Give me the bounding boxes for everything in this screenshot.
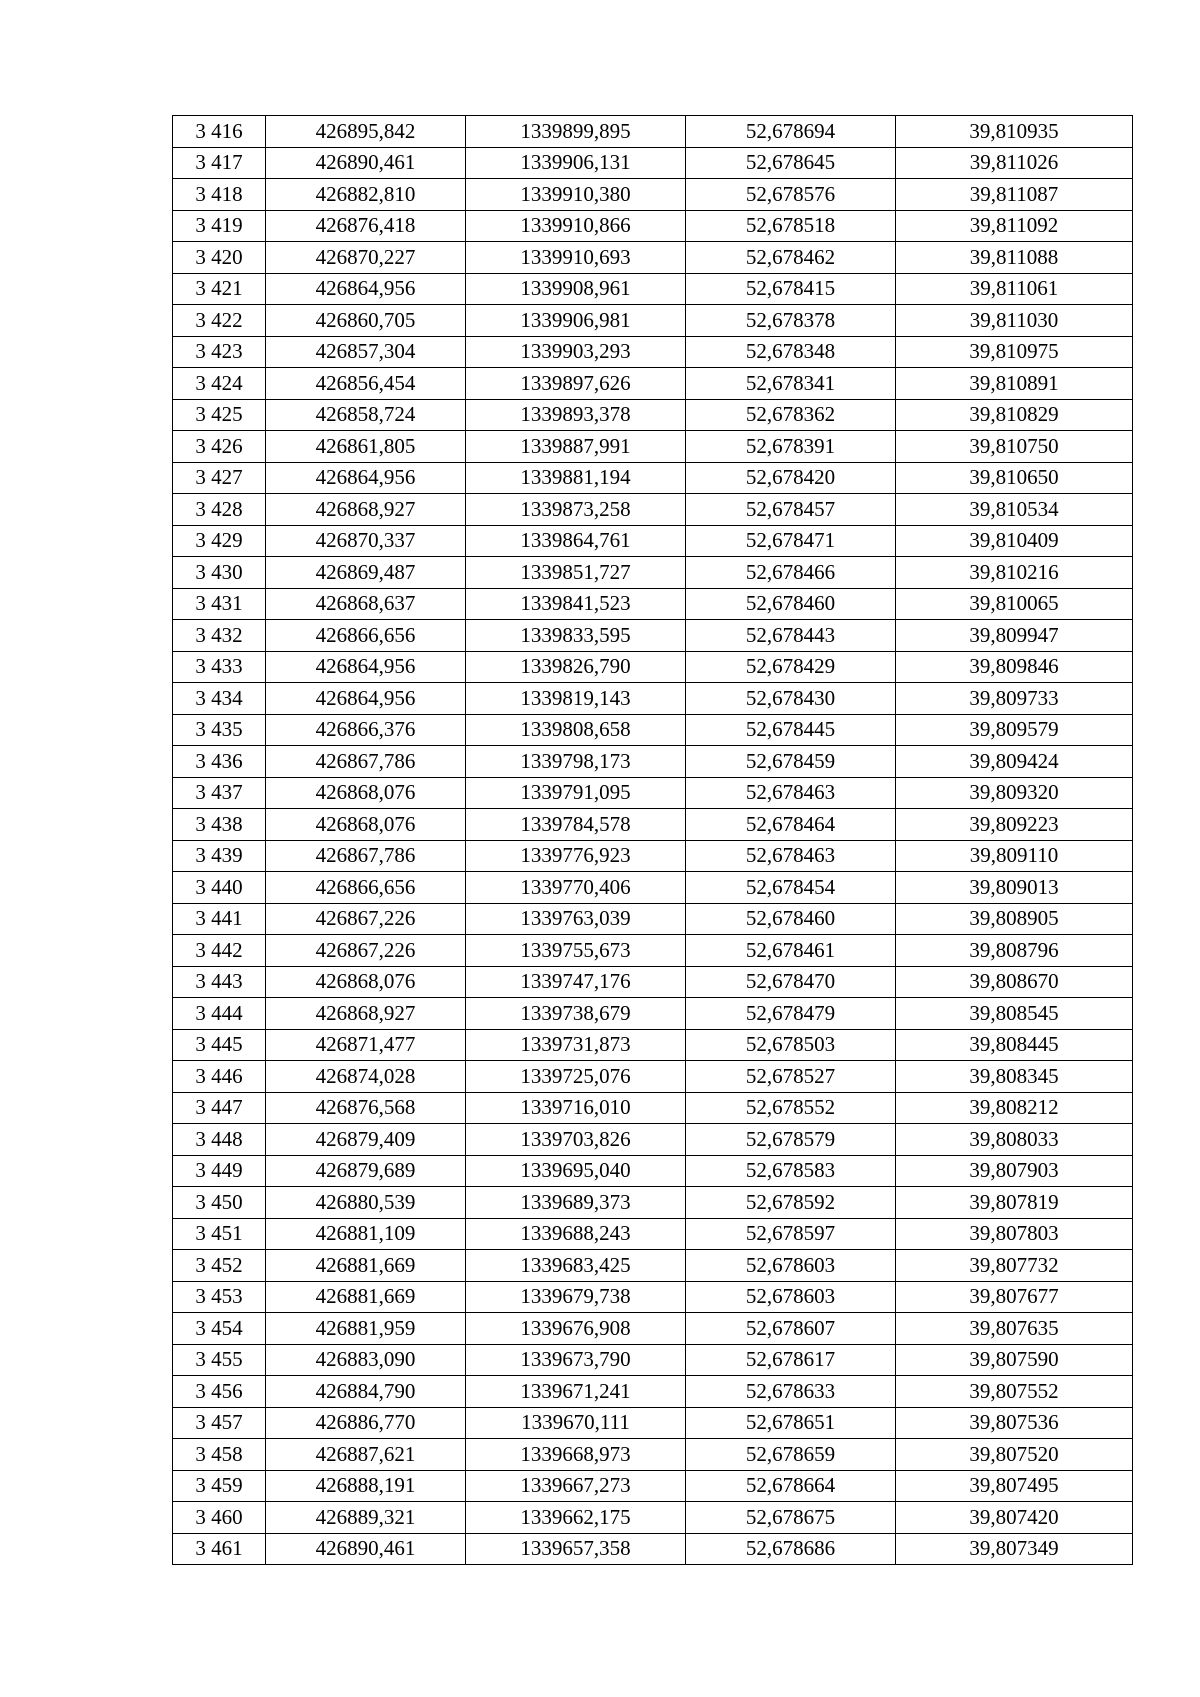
y-coordinate-cell: 1339910,693 (466, 242, 686, 274)
y-coordinate-cell: 1339679,738 (466, 1281, 686, 1313)
longitude-cell: 39,810216 (896, 557, 1133, 589)
table-row (173, 1218, 1133, 1250)
table-row (173, 998, 1133, 1030)
table-row (173, 399, 1133, 431)
y-coordinate-cell: 1339784,578 (466, 809, 686, 841)
point-number-cell: 3 457 (173, 1407, 266, 1439)
point-number-cell: 3 430 (173, 557, 266, 589)
x-coordinate-cell: 426868,076 (266, 966, 466, 998)
x-coordinate-cell: 426889,321 (266, 1502, 466, 1534)
table-row (173, 935, 1133, 967)
y-coordinate-cell: 1339716,010 (466, 1092, 686, 1124)
y-coordinate-cell: 1339676,908 (466, 1313, 686, 1345)
table-row (173, 1124, 1133, 1156)
y-coordinate-cell: 1339903,293 (466, 336, 686, 368)
x-coordinate-cell: 426858,724 (266, 399, 466, 431)
x-coordinate-cell: 426871,477 (266, 1029, 466, 1061)
y-coordinate-cell: 1339671,241 (466, 1376, 686, 1408)
point-number-cell: 3 432 (173, 620, 266, 652)
longitude-cell: 39,809223 (896, 809, 1133, 841)
latitude-cell: 52,678686 (686, 1533, 896, 1565)
latitude-cell: 52,678341 (686, 368, 896, 400)
y-coordinate-cell: 1339808,658 (466, 714, 686, 746)
latitude-cell: 52,678694 (686, 116, 896, 148)
latitude-cell: 52,678518 (686, 210, 896, 242)
point-number-cell: 3 454 (173, 1313, 266, 1345)
point-number-cell: 3 431 (173, 588, 266, 620)
x-coordinate-cell: 426867,226 (266, 935, 466, 967)
point-number-cell: 3 441 (173, 903, 266, 935)
latitude-cell: 52,678415 (686, 273, 896, 305)
y-coordinate-cell: 1339910,380 (466, 179, 686, 211)
table-row (173, 1187, 1133, 1219)
y-coordinate-cell: 1339670,111 (466, 1407, 686, 1439)
longitude-cell: 39,807803 (896, 1218, 1133, 1250)
table-row (173, 242, 1133, 274)
longitude-cell: 39,810935 (896, 116, 1133, 148)
longitude-cell: 39,808905 (896, 903, 1133, 935)
point-number-cell: 3 453 (173, 1281, 266, 1313)
point-number-cell: 3 433 (173, 651, 266, 683)
point-number-cell: 3 443 (173, 966, 266, 998)
longitude-cell: 39,809947 (896, 620, 1133, 652)
longitude-cell: 39,807677 (896, 1281, 1133, 1313)
y-coordinate-cell: 1339657,358 (466, 1533, 686, 1565)
point-number-cell: 3 452 (173, 1250, 266, 1282)
latitude-cell: 52,678464 (686, 809, 896, 841)
x-coordinate-cell: 426866,656 (266, 872, 466, 904)
longitude-cell: 39,808345 (896, 1061, 1133, 1093)
latitude-cell: 52,678454 (686, 872, 896, 904)
y-coordinate-cell: 1339887,991 (466, 431, 686, 463)
longitude-cell: 39,807903 (896, 1155, 1133, 1187)
point-number-cell: 3 421 (173, 273, 266, 305)
latitude-cell: 52,678460 (686, 588, 896, 620)
x-coordinate-cell: 426883,090 (266, 1344, 466, 1376)
y-coordinate-cell: 1339908,961 (466, 273, 686, 305)
table-row (173, 746, 1133, 778)
latitude-cell: 52,678457 (686, 494, 896, 526)
longitude-cell: 39,808212 (896, 1092, 1133, 1124)
y-coordinate-cell: 1339826,790 (466, 651, 686, 683)
point-number-cell: 3 455 (173, 1344, 266, 1376)
longitude-cell: 39,810065 (896, 588, 1133, 620)
y-coordinate-cell: 1339683,425 (466, 1250, 686, 1282)
point-number-cell: 3 424 (173, 368, 266, 400)
latitude-cell: 52,678470 (686, 966, 896, 998)
table-row (173, 1155, 1133, 1187)
y-coordinate-cell: 1339833,595 (466, 620, 686, 652)
point-number-cell: 3 420 (173, 242, 266, 274)
x-coordinate-cell: 426868,927 (266, 494, 466, 526)
x-coordinate-cell: 426864,956 (266, 273, 466, 305)
point-number-cell: 3 417 (173, 147, 266, 179)
x-coordinate-cell: 426886,770 (266, 1407, 466, 1439)
x-coordinate-cell: 426864,956 (266, 651, 466, 683)
table-row (173, 683, 1133, 715)
longitude-cell: 39,811030 (896, 305, 1133, 337)
latitude-cell: 52,678664 (686, 1470, 896, 1502)
latitude-cell: 52,678461 (686, 935, 896, 967)
latitude-cell: 52,678503 (686, 1029, 896, 1061)
point-number-cell: 3 448 (173, 1124, 266, 1156)
x-coordinate-cell: 426890,461 (266, 147, 466, 179)
x-coordinate-cell: 426864,956 (266, 462, 466, 494)
latitude-cell: 52,678527 (686, 1061, 896, 1093)
y-coordinate-cell: 1339819,143 (466, 683, 686, 715)
x-coordinate-cell: 426881,109 (266, 1218, 466, 1250)
x-coordinate-cell: 426870,337 (266, 525, 466, 557)
table-row (173, 1470, 1133, 1502)
point-number-cell: 3 418 (173, 179, 266, 211)
x-coordinate-cell: 426881,669 (266, 1250, 466, 1282)
latitude-cell: 52,678471 (686, 525, 896, 557)
table-row (173, 809, 1133, 841)
x-coordinate-cell: 426870,227 (266, 242, 466, 274)
latitude-cell: 52,678579 (686, 1124, 896, 1156)
latitude-cell: 52,678583 (686, 1155, 896, 1187)
y-coordinate-cell: 1339893,378 (466, 399, 686, 431)
longitude-cell: 39,808796 (896, 935, 1133, 967)
table-row (173, 431, 1133, 463)
latitude-cell: 52,678378 (686, 305, 896, 337)
y-coordinate-cell: 1339725,076 (466, 1061, 686, 1093)
x-coordinate-cell: 426874,028 (266, 1061, 466, 1093)
table-row (173, 872, 1133, 904)
y-coordinate-cell: 1339770,406 (466, 872, 686, 904)
x-coordinate-cell: 426868,927 (266, 998, 466, 1030)
y-coordinate-cell: 1339668,973 (466, 1439, 686, 1471)
y-coordinate-cell: 1339688,243 (466, 1218, 686, 1250)
x-coordinate-cell: 426888,191 (266, 1470, 466, 1502)
longitude-cell: 39,807590 (896, 1344, 1133, 1376)
y-coordinate-cell: 1339689,373 (466, 1187, 686, 1219)
latitude-cell: 52,678466 (686, 557, 896, 589)
x-coordinate-cell: 426876,418 (266, 210, 466, 242)
point-number-cell: 3 435 (173, 714, 266, 746)
x-coordinate-cell: 426860,705 (266, 305, 466, 337)
x-coordinate-cell: 426880,539 (266, 1187, 466, 1219)
x-coordinate-cell: 426868,076 (266, 777, 466, 809)
table-row (173, 1533, 1133, 1565)
point-number-cell: 3 429 (173, 525, 266, 557)
y-coordinate-cell: 1339906,981 (466, 305, 686, 337)
longitude-cell: 39,808670 (896, 966, 1133, 998)
point-number-cell: 3 419 (173, 210, 266, 242)
latitude-cell: 52,678659 (686, 1439, 896, 1471)
point-number-cell: 3 437 (173, 777, 266, 809)
latitude-cell: 52,678603 (686, 1250, 896, 1282)
longitude-cell: 39,811092 (896, 210, 1133, 242)
x-coordinate-cell: 426864,956 (266, 683, 466, 715)
point-number-cell: 3 438 (173, 809, 266, 841)
y-coordinate-cell: 1339747,176 (466, 966, 686, 998)
longitude-cell: 39,807635 (896, 1313, 1133, 1345)
latitude-cell: 52,678460 (686, 903, 896, 935)
x-coordinate-cell: 426879,689 (266, 1155, 466, 1187)
x-coordinate-cell: 426861,805 (266, 431, 466, 463)
x-coordinate-cell: 426882,810 (266, 179, 466, 211)
longitude-cell: 39,809424 (896, 746, 1133, 778)
x-coordinate-cell: 426866,656 (266, 620, 466, 652)
table-row (173, 777, 1133, 809)
latitude-cell: 52,678362 (686, 399, 896, 431)
point-number-cell: 3 451 (173, 1218, 266, 1250)
table-row (173, 1502, 1133, 1534)
point-number-cell: 3 426 (173, 431, 266, 463)
table-row (173, 1281, 1133, 1313)
y-coordinate-cell: 1339738,679 (466, 998, 686, 1030)
longitude-cell: 39,808033 (896, 1124, 1133, 1156)
y-coordinate-cell: 1339755,673 (466, 935, 686, 967)
latitude-cell: 52,678651 (686, 1407, 896, 1439)
point-number-cell: 3 456 (173, 1376, 266, 1408)
table-row (173, 462, 1133, 494)
y-coordinate-cell: 1339703,826 (466, 1124, 686, 1156)
longitude-cell: 39,809579 (896, 714, 1133, 746)
latitude-cell: 52,678348 (686, 336, 896, 368)
longitude-cell: 39,811061 (896, 273, 1133, 305)
latitude-cell: 52,678443 (686, 620, 896, 652)
y-coordinate-cell: 1339841,523 (466, 588, 686, 620)
point-number-cell: 3 425 (173, 399, 266, 431)
y-coordinate-cell: 1339897,626 (466, 368, 686, 400)
y-coordinate-cell: 1339776,923 (466, 840, 686, 872)
point-number-cell: 3 445 (173, 1029, 266, 1061)
x-coordinate-cell: 426887,621 (266, 1439, 466, 1471)
table-row (173, 903, 1133, 935)
point-number-cell: 3 427 (173, 462, 266, 494)
longitude-cell: 39,810975 (896, 336, 1133, 368)
latitude-cell: 52,678459 (686, 746, 896, 778)
longitude-cell: 39,807495 (896, 1470, 1133, 1502)
latitude-cell: 52,678391 (686, 431, 896, 463)
latitude-cell: 52,678576 (686, 179, 896, 211)
table-row (173, 557, 1133, 589)
y-coordinate-cell: 1339906,131 (466, 147, 686, 179)
x-coordinate-cell: 426890,461 (266, 1533, 466, 1565)
y-coordinate-cell: 1339910,866 (466, 210, 686, 242)
longitude-cell: 39,807349 (896, 1533, 1133, 1565)
latitude-cell: 52,678617 (686, 1344, 896, 1376)
point-number-cell: 3 444 (173, 998, 266, 1030)
point-number-cell: 3 422 (173, 305, 266, 337)
table-row (173, 1092, 1133, 1124)
latitude-cell: 52,678603 (686, 1281, 896, 1313)
point-number-cell: 3 428 (173, 494, 266, 526)
y-coordinate-cell: 1339798,173 (466, 746, 686, 778)
table-row (173, 494, 1133, 526)
point-number-cell: 3 447 (173, 1092, 266, 1124)
table-row (173, 1061, 1133, 1093)
table-row (173, 210, 1133, 242)
table-row (173, 651, 1133, 683)
point-number-cell: 3 461 (173, 1533, 266, 1565)
table-row (173, 147, 1133, 179)
y-coordinate-cell: 1339791,095 (466, 777, 686, 809)
x-coordinate-cell: 426868,076 (266, 809, 466, 841)
x-coordinate-cell: 426876,568 (266, 1092, 466, 1124)
x-coordinate-cell: 426884,790 (266, 1376, 466, 1408)
point-number-cell: 3 434 (173, 683, 266, 715)
longitude-cell: 39,809110 (896, 840, 1133, 872)
coordinates-table (172, 115, 1133, 1565)
y-coordinate-cell: 1339899,895 (466, 116, 686, 148)
table-row (173, 1250, 1133, 1282)
point-number-cell: 3 458 (173, 1439, 266, 1471)
longitude-cell: 39,807552 (896, 1376, 1133, 1408)
latitude-cell: 52,678420 (686, 462, 896, 494)
x-coordinate-cell: 426856,454 (266, 368, 466, 400)
table-row (173, 525, 1133, 557)
latitude-cell: 52,678463 (686, 777, 896, 809)
longitude-cell: 39,810409 (896, 525, 1133, 557)
x-coordinate-cell: 426879,409 (266, 1124, 466, 1156)
table-row (173, 1029, 1133, 1061)
point-number-cell: 3 436 (173, 746, 266, 778)
longitude-cell: 39,807819 (896, 1187, 1133, 1219)
latitude-cell: 52,678462 (686, 242, 896, 274)
latitude-cell: 52,678429 (686, 651, 896, 683)
point-number-cell: 3 439 (173, 840, 266, 872)
longitude-cell: 39,810891 (896, 368, 1133, 400)
latitude-cell: 52,678463 (686, 840, 896, 872)
y-coordinate-cell: 1339667,273 (466, 1470, 686, 1502)
point-number-cell: 3 442 (173, 935, 266, 967)
x-coordinate-cell: 426867,786 (266, 746, 466, 778)
point-number-cell: 3 446 (173, 1061, 266, 1093)
longitude-cell: 39,810534 (896, 494, 1133, 526)
point-number-cell: 3 416 (173, 116, 266, 148)
table-row (173, 179, 1133, 211)
x-coordinate-cell: 426866,376 (266, 714, 466, 746)
longitude-cell: 39,811087 (896, 179, 1133, 211)
table-row (173, 368, 1133, 400)
longitude-cell: 39,809013 (896, 872, 1133, 904)
y-coordinate-cell: 1339662,175 (466, 1502, 686, 1534)
table-row (173, 620, 1133, 652)
x-coordinate-cell: 426867,226 (266, 903, 466, 935)
table-row (173, 1376, 1133, 1408)
latitude-cell: 52,678597 (686, 1218, 896, 1250)
x-coordinate-cell: 426857,304 (266, 336, 466, 368)
longitude-cell: 39,810650 (896, 462, 1133, 494)
point-number-cell: 3 450 (173, 1187, 266, 1219)
longitude-cell: 39,808545 (896, 998, 1133, 1030)
longitude-cell: 39,807732 (896, 1250, 1133, 1282)
latitude-cell: 52,678675 (686, 1502, 896, 1534)
table-row (173, 840, 1133, 872)
longitude-cell: 39,810750 (896, 431, 1133, 463)
y-coordinate-cell: 1339695,040 (466, 1155, 686, 1187)
latitude-cell: 52,678592 (686, 1187, 896, 1219)
table-row (173, 1313, 1133, 1345)
y-coordinate-cell: 1339731,873 (466, 1029, 686, 1061)
table-row (173, 588, 1133, 620)
point-number-cell: 3 459 (173, 1470, 266, 1502)
x-coordinate-cell: 426881,959 (266, 1313, 466, 1345)
x-coordinate-cell: 426868,637 (266, 588, 466, 620)
longitude-cell: 39,808445 (896, 1029, 1133, 1061)
table-row (173, 116, 1133, 148)
longitude-cell: 39,809846 (896, 651, 1133, 683)
x-coordinate-cell: 426881,669 (266, 1281, 466, 1313)
latitude-cell: 52,678479 (686, 998, 896, 1030)
longitude-cell: 39,807420 (896, 1502, 1133, 1534)
x-coordinate-cell: 426867,786 (266, 840, 466, 872)
latitude-cell: 52,678633 (686, 1376, 896, 1408)
longitude-cell: 39,810829 (896, 399, 1133, 431)
y-coordinate-cell: 1339763,039 (466, 903, 686, 935)
y-coordinate-cell: 1339873,258 (466, 494, 686, 526)
point-number-cell: 3 423 (173, 336, 266, 368)
point-number-cell: 3 449 (173, 1155, 266, 1187)
table-row (173, 1439, 1133, 1471)
point-number-cell: 3 440 (173, 872, 266, 904)
longitude-cell: 39,807520 (896, 1439, 1133, 1471)
y-coordinate-cell: 1339851,727 (466, 557, 686, 589)
longitude-cell: 39,809320 (896, 777, 1133, 809)
x-coordinate-cell: 426869,487 (266, 557, 466, 589)
coordinates-table-body (173, 116, 1133, 1565)
table-row (173, 966, 1133, 998)
latitude-cell: 52,678430 (686, 683, 896, 715)
latitude-cell: 52,678552 (686, 1092, 896, 1124)
y-coordinate-cell: 1339881,194 (466, 462, 686, 494)
longitude-cell: 39,811088 (896, 242, 1133, 274)
latitude-cell: 52,678645 (686, 147, 896, 179)
x-coordinate-cell: 426895,842 (266, 116, 466, 148)
longitude-cell: 39,809733 (896, 683, 1133, 715)
latitude-cell: 52,678445 (686, 714, 896, 746)
latitude-cell: 52,678607 (686, 1313, 896, 1345)
table-row (173, 1407, 1133, 1439)
point-number-cell: 3 460 (173, 1502, 266, 1534)
table-row (173, 1344, 1133, 1376)
table-row (173, 714, 1133, 746)
longitude-cell: 39,811026 (896, 147, 1133, 179)
table-row (173, 336, 1133, 368)
longitude-cell: 39,807536 (896, 1407, 1133, 1439)
y-coordinate-cell: 1339673,790 (466, 1344, 686, 1376)
y-coordinate-cell: 1339864,761 (466, 525, 686, 557)
table-row (173, 305, 1133, 337)
table-row (173, 273, 1133, 305)
